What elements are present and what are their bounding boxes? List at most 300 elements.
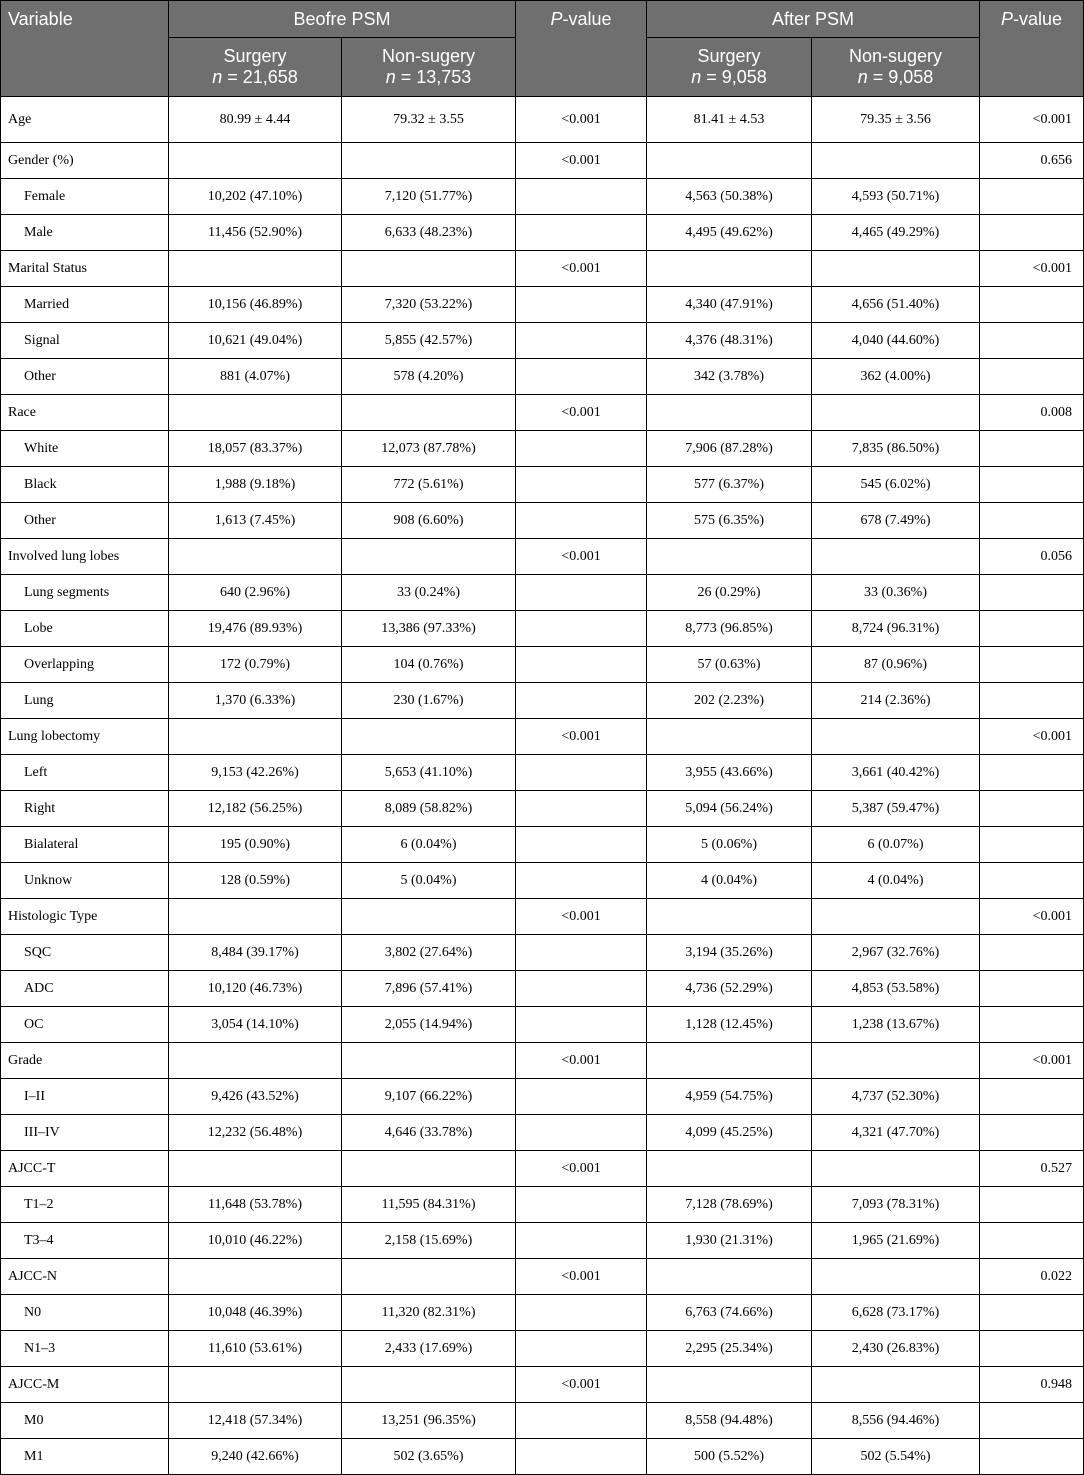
cell-before-surgery: 12,182 (56.25%) <box>169 791 342 827</box>
cell-after-non-surgery: 87 (0.96%) <box>812 647 980 683</box>
cell-p-value-before: <0.001 <box>516 719 647 755</box>
cell-p-value-before: <0.001 <box>516 539 647 575</box>
cell-p-value-after <box>980 503 1084 539</box>
cell-before-non-surgery: 578 (4.20%) <box>342 359 516 395</box>
cell-p-value-before <box>516 1403 647 1439</box>
cell-variable: Married <box>1 287 169 323</box>
cell-before-non-surgery: 79.32 ± 3.55 <box>342 97 516 143</box>
cell-variable: OC <box>1 1007 169 1043</box>
cell-variable: Unknow <box>1 863 169 899</box>
cell-p-value-after <box>980 1331 1084 1367</box>
cell-p-value-before <box>516 935 647 971</box>
cell-p-value-after <box>980 1295 1084 1331</box>
cell-after-surgery <box>647 251 812 287</box>
cell-p-value-before <box>516 1079 647 1115</box>
cell-after-surgery: 5 (0.06%) <box>647 827 812 863</box>
cell-after-non-surgery <box>812 719 980 755</box>
cell-variable: Lung segments <box>1 575 169 611</box>
cell-before-non-surgery: 11,595 (84.31%) <box>342 1187 516 1223</box>
cell-p-value-after <box>980 575 1084 611</box>
cell-p-value-after: 0.022 <box>980 1259 1084 1295</box>
cell-variable: M1 <box>1 1439 169 1475</box>
cell-before-surgery: 128 (0.59%) <box>169 863 342 899</box>
cell-after-surgery <box>647 1043 812 1079</box>
cell-after-surgery: 500 (5.52%) <box>647 1439 812 1475</box>
cell-p-value-after: <0.001 <box>980 719 1084 755</box>
cell-p-value-after <box>980 827 1084 863</box>
cell-variable: N1–3 <box>1 1331 169 1367</box>
header-non-surgery-label: Non-sugery <box>381 46 476 66</box>
cell-before-non-surgery <box>342 251 516 287</box>
cell-variable: Male <box>1 215 169 251</box>
table-header <box>1 1 1084 97</box>
cell-p-value-after: <0.001 <box>980 97 1084 143</box>
cell-before-surgery: 881 (4.07%) <box>169 359 342 395</box>
table-row <box>1 971 1084 1007</box>
cell-variable: ADC <box>1 971 169 1007</box>
cell-after-non-surgery: 79.35 ± 3.56 <box>812 97 980 143</box>
cell-before-non-surgery <box>342 1043 516 1079</box>
cell-p-value-after: 0.056 <box>980 539 1084 575</box>
cell-variable: N0 <box>1 1295 169 1331</box>
cell-after-non-surgery <box>812 143 980 179</box>
cell-after-surgery: 57 (0.63%) <box>647 647 812 683</box>
cell-p-value-after <box>980 1007 1084 1043</box>
cell-before-non-surgery <box>342 539 516 575</box>
cell-before-surgery: 10,120 (46.73%) <box>169 971 342 1007</box>
cell-p-value-before: <0.001 <box>516 1151 647 1187</box>
cell-after-non-surgery: 362 (4.00%) <box>812 359 980 395</box>
table-row <box>1 251 1084 287</box>
table-row <box>1 1295 1084 1331</box>
cell-after-non-surgery <box>812 251 980 287</box>
cell-p-value-after <box>980 359 1084 395</box>
header-before-psm <box>169 1 516 38</box>
cell-variable: T3–4 <box>1 1223 169 1259</box>
cell-before-non-surgery: 8,089 (58.82%) <box>342 791 516 827</box>
header-before-surgery <box>169 38 342 97</box>
n-before-non: 13,753 <box>416 67 472 87</box>
cell-before-non-surgery: 230 (1.67%) <box>342 683 516 719</box>
cell-after-surgery: 4,736 (52.29%) <box>647 971 812 1007</box>
cell-variable: Black <box>1 467 169 503</box>
cell-p-value-before: <0.001 <box>516 395 647 431</box>
cell-after-non-surgery: 1,238 (13.67%) <box>812 1007 980 1043</box>
n-after-surgery: 9,058 <box>721 67 767 87</box>
cell-p-value-before <box>516 287 647 323</box>
cell-after-non-surgery: 5,387 (59.47%) <box>812 791 980 827</box>
cell-p-value-before <box>516 1115 647 1151</box>
table-row <box>1 1403 1084 1439</box>
eq-sign: = <box>222 67 243 87</box>
cell-after-surgery <box>647 143 812 179</box>
cell-before-surgery: 10,202 (47.10%) <box>169 179 342 215</box>
cell-after-surgery: 26 (0.29%) <box>647 575 812 611</box>
cell-p-value-before <box>516 863 647 899</box>
cell-p-value-after: <0.001 <box>980 251 1084 287</box>
cell-after-surgery: 4,099 (45.25%) <box>647 1115 812 1151</box>
cell-before-surgery: 3,054 (14.10%) <box>169 1007 342 1043</box>
cell-before-non-surgery: 12,073 (87.78%) <box>342 431 516 467</box>
cell-before-surgery <box>169 395 342 431</box>
cell-before-non-surgery <box>342 1367 516 1403</box>
cell-before-surgery: 18,057 (83.37%) <box>169 431 342 467</box>
cell-variable: AJCC-T <box>1 1151 169 1187</box>
cell-before-non-surgery: 6,633 (48.23%) <box>342 215 516 251</box>
cell-variable: Histologic Type <box>1 899 169 935</box>
cell-after-non-surgery: 6,628 (73.17%) <box>812 1295 980 1331</box>
cell-after-surgery: 4,376 (48.31%) <box>647 323 812 359</box>
header-non-surgery-label: Non-sugery <box>848 46 943 66</box>
table-body <box>1 97 1084 1475</box>
cell-before-surgery <box>169 1367 342 1403</box>
cell-before-surgery <box>169 1259 342 1295</box>
cell-p-value-before <box>516 359 647 395</box>
cell-p-value-before <box>516 755 647 791</box>
cell-p-value-before <box>516 827 647 863</box>
cell-before-non-surgery <box>342 395 516 431</box>
eq-sign: = <box>867 67 889 87</box>
cell-before-surgery: 1,988 (9.18%) <box>169 467 342 503</box>
cell-before-surgery: 9,240 (42.66%) <box>169 1439 342 1475</box>
cell-p-value-after <box>980 215 1084 251</box>
cell-after-surgery <box>647 539 812 575</box>
cell-after-non-surgery <box>812 1259 980 1295</box>
header-after-psm <box>647 1 980 38</box>
cell-after-non-surgery <box>812 1367 980 1403</box>
cell-p-value-before <box>516 1223 647 1259</box>
cell-after-surgery <box>647 719 812 755</box>
cell-after-non-surgery: 4,321 (47.70%) <box>812 1115 980 1151</box>
table-row <box>1 1007 1084 1043</box>
cell-p-value-after: 0.948 <box>980 1367 1084 1403</box>
cell-p-value-after <box>980 611 1084 647</box>
table-row <box>1 935 1084 971</box>
n-label: n <box>212 67 223 87</box>
cell-before-surgery: 172 (0.79%) <box>169 647 342 683</box>
cell-after-non-surgery: 2,430 (26.83%) <box>812 1331 980 1367</box>
cell-after-surgery <box>647 1151 812 1187</box>
cell-before-surgery: 10,010 (46.22%) <box>169 1223 342 1259</box>
cell-p-value-before: <0.001 <box>516 1367 647 1403</box>
cell-after-non-surgery: 6 (0.07%) <box>812 827 980 863</box>
table-row <box>1 1187 1084 1223</box>
cell-p-value-before <box>516 1439 647 1475</box>
cell-p-value-before: <0.001 <box>516 899 647 935</box>
cell-after-non-surgery: 7,093 (78.31%) <box>812 1187 980 1223</box>
cell-after-non-surgery: 3,661 (40.42%) <box>812 755 980 791</box>
cell-after-non-surgery: 678 (7.49%) <box>812 503 980 539</box>
cell-variable: Involved lung lobes <box>1 539 169 575</box>
cell-variable: AJCC-N <box>1 1259 169 1295</box>
n-label: n <box>691 67 702 87</box>
cell-p-value-before <box>516 323 647 359</box>
table-row <box>1 611 1084 647</box>
cell-after-surgery: 8,773 (96.85%) <box>647 611 812 647</box>
cell-before-surgery <box>169 1043 342 1079</box>
cell-after-surgery: 577 (6.37%) <box>647 467 812 503</box>
cell-before-non-surgery: 2,055 (14.94%) <box>342 1007 516 1043</box>
table-row <box>1 179 1084 215</box>
table-row <box>1 539 1084 575</box>
cell-before-surgery: 9,426 (43.52%) <box>169 1079 342 1115</box>
cell-p-value-after <box>980 1079 1084 1115</box>
cell-p-value-after <box>980 863 1084 899</box>
cell-before-non-surgery <box>342 1151 516 1187</box>
cell-after-non-surgery: 4,853 (53.58%) <box>812 971 980 1007</box>
cell-after-surgery <box>647 1367 812 1403</box>
cell-after-non-surgery: 4,593 (50.71%) <box>812 179 980 215</box>
cell-after-surgery: 1,128 (12.45%) <box>647 1007 812 1043</box>
cell-variable: Lung <box>1 683 169 719</box>
cell-p-value-before <box>516 647 647 683</box>
cell-variable: Age <box>1 97 169 143</box>
cell-after-surgery: 2,295 (25.34%) <box>647 1331 812 1367</box>
cell-variable: Race <box>1 395 169 431</box>
cell-after-surgery: 8,558 (94.48%) <box>647 1403 812 1439</box>
n-before-surgery: 21,658 <box>242 67 298 87</box>
cell-p-value-before <box>516 611 647 647</box>
cell-p-value-after <box>980 935 1084 971</box>
table-row <box>1 1115 1084 1151</box>
header-surgery-label: Surgery <box>697 46 761 66</box>
cell-p-value-after <box>980 323 1084 359</box>
cell-p-value-before <box>516 683 647 719</box>
cell-p-value-after: 0.527 <box>980 1151 1084 1187</box>
cell-variable: Other <box>1 503 169 539</box>
cell-p-value-before <box>516 1007 647 1043</box>
cell-before-non-surgery: 7,320 (53.22%) <box>342 287 516 323</box>
cell-after-non-surgery: 8,724 (96.31%) <box>812 611 980 647</box>
table-row <box>1 683 1084 719</box>
header-after-surgery <box>647 38 812 97</box>
table-row <box>1 1331 1084 1367</box>
cell-variable: Female <box>1 179 169 215</box>
cell-after-surgery: 4,959 (54.75%) <box>647 1079 812 1115</box>
cell-before-non-surgery: 502 (3.65%) <box>342 1439 516 1475</box>
cell-before-surgery: 80.99 ± 4.44 <box>169 97 342 143</box>
table-row <box>1 143 1084 179</box>
cell-p-value-before <box>516 971 647 1007</box>
n-after-non: 9,058 <box>888 67 934 87</box>
cell-p-value-before <box>516 215 647 251</box>
table-row <box>1 97 1084 143</box>
header-p-value-before <box>516 1 647 97</box>
cell-after-surgery: 575 (6.35%) <box>647 503 812 539</box>
cell-before-non-surgery <box>342 1259 516 1295</box>
cell-after-non-surgery: 33 (0.36%) <box>812 575 980 611</box>
header-before-label: Beofre PSM <box>293 8 391 29</box>
cell-p-value-after <box>980 179 1084 215</box>
table-row <box>1 863 1084 899</box>
cell-after-non-surgery: 8,556 (94.46%) <box>812 1403 980 1439</box>
p-rest: -value <box>1013 9 1063 29</box>
table-row <box>1 1439 1084 1475</box>
cell-before-surgery: 195 (0.90%) <box>169 827 342 863</box>
cell-p-value-before <box>516 791 647 827</box>
table-row <box>1 431 1084 467</box>
cell-after-surgery: 3,194 (35.26%) <box>647 935 812 971</box>
cell-p-value-after <box>980 1439 1084 1475</box>
cell-after-surgery: 202 (2.23%) <box>647 683 812 719</box>
cell-p-value-after: 0.008 <box>980 395 1084 431</box>
cell-before-surgery: 9,153 (42.26%) <box>169 755 342 791</box>
cell-p-value-before: <0.001 <box>516 1259 647 1295</box>
p-italic: P <box>1000 9 1013 29</box>
cell-before-surgery: 12,418 (57.34%) <box>169 1403 342 1439</box>
cell-after-surgery: 5,094 (56.24%) <box>647 791 812 827</box>
cell-after-non-surgery: 4,040 (44.60%) <box>812 323 980 359</box>
cell-after-surgery: 4,340 (47.91%) <box>647 287 812 323</box>
cell-p-value-after <box>980 1115 1084 1151</box>
cell-after-non-surgery: 502 (5.54%) <box>812 1439 980 1475</box>
cell-variable: Overlapping <box>1 647 169 683</box>
cell-before-non-surgery: 6 (0.04%) <box>342 827 516 863</box>
cell-variable: I–II <box>1 1079 169 1115</box>
cell-before-non-surgery <box>342 143 516 179</box>
cell-before-non-surgery: 5,653 (41.10%) <box>342 755 516 791</box>
cell-before-non-surgery: 5 (0.04%) <box>342 863 516 899</box>
cell-p-value-before <box>516 1331 647 1367</box>
cell-variable: Left <box>1 755 169 791</box>
cell-p-value-after <box>980 755 1084 791</box>
cell-p-value-before: <0.001 <box>516 251 647 287</box>
header-after-non-surgery <box>812 38 980 97</box>
cell-before-surgery: 640 (2.96%) <box>169 575 342 611</box>
cell-before-non-surgery: 9,107 (66.22%) <box>342 1079 516 1115</box>
cell-after-surgery: 7,906 (87.28%) <box>647 431 812 467</box>
cell-after-non-surgery: 4,465 (49.29%) <box>812 215 980 251</box>
p-italic: P <box>550 9 563 29</box>
cell-p-value-before <box>516 431 647 467</box>
cell-p-value-after <box>980 1187 1084 1223</box>
cell-after-surgery: 7,128 (78.69%) <box>647 1187 812 1223</box>
cell-after-non-surgery: 7,835 (86.50%) <box>812 431 980 467</box>
cell-p-value-before <box>516 1187 647 1223</box>
cell-before-surgery <box>169 251 342 287</box>
cell-variable: Signal <box>1 323 169 359</box>
cell-after-non-surgery <box>812 395 980 431</box>
cell-after-non-surgery <box>812 539 980 575</box>
n-label: n <box>857 67 868 87</box>
eq-sign: = <box>395 67 417 87</box>
cell-before-surgery <box>169 143 342 179</box>
cell-before-surgery: 1,370 (6.33%) <box>169 683 342 719</box>
cell-p-value-before <box>516 503 647 539</box>
cell-variable: Lung lobectomy <box>1 719 169 755</box>
cell-before-surgery <box>169 899 342 935</box>
cell-before-non-surgery: 7,120 (51.77%) <box>342 179 516 215</box>
cell-before-surgery: 10,156 (46.89%) <box>169 287 342 323</box>
table-row <box>1 1367 1084 1403</box>
cell-after-surgery: 4,563 (50.38%) <box>647 179 812 215</box>
cell-variable: Other <box>1 359 169 395</box>
cell-after-surgery <box>647 899 812 935</box>
cell-p-value-before: <0.001 <box>516 1043 647 1079</box>
cell-before-non-surgery <box>342 719 516 755</box>
cell-before-surgery <box>169 539 342 575</box>
cell-before-surgery: 11,610 (53.61%) <box>169 1331 342 1367</box>
eq-sign: = <box>701 67 722 87</box>
cell-before-surgery <box>169 1151 342 1187</box>
cell-after-surgery: 4,495 (49.62%) <box>647 215 812 251</box>
cell-p-value-after: 0.656 <box>980 143 1084 179</box>
cell-before-non-surgery: 13,251 (96.35%) <box>342 1403 516 1439</box>
cell-p-value-after <box>980 1223 1084 1259</box>
table-row <box>1 755 1084 791</box>
cell-after-non-surgery <box>812 1151 980 1187</box>
cell-p-value-after <box>980 287 1084 323</box>
header-variable-label: Variable <box>8 9 73 29</box>
cell-p-value-before: <0.001 <box>516 97 647 143</box>
cell-after-non-surgery: 4,737 (52.30%) <box>812 1079 980 1115</box>
header-after-label: After PSM <box>772 8 855 29</box>
cell-after-non-surgery: 214 (2.36%) <box>812 683 980 719</box>
table-row <box>1 1043 1084 1079</box>
table-row <box>1 1223 1084 1259</box>
table-row <box>1 827 1084 863</box>
cell-before-non-surgery: 13,386 (97.33%) <box>342 611 516 647</box>
n-label: n <box>385 67 396 87</box>
cell-p-value-after <box>980 971 1084 1007</box>
cell-variable: SQC <box>1 935 169 971</box>
header-before-non-surgery <box>342 38 516 97</box>
table-row <box>1 1079 1084 1115</box>
table-row <box>1 287 1084 323</box>
table-row <box>1 323 1084 359</box>
cell-before-non-surgery: 2,158 (15.69%) <box>342 1223 516 1259</box>
cell-variable: III–IV <box>1 1115 169 1151</box>
table-row <box>1 467 1084 503</box>
cell-after-non-surgery: 4,656 (51.40%) <box>812 287 980 323</box>
cell-before-surgery: 11,648 (53.78%) <box>169 1187 342 1223</box>
cell-before-non-surgery: 772 (5.61%) <box>342 467 516 503</box>
cell-after-surgery: 6,763 (74.66%) <box>647 1295 812 1331</box>
cell-after-surgery: 3,955 (43.66%) <box>647 755 812 791</box>
cell-p-value-after <box>980 683 1084 719</box>
cell-variable: T1–2 <box>1 1187 169 1223</box>
cell-variable: Grade <box>1 1043 169 1079</box>
cell-p-value-after <box>980 431 1084 467</box>
cell-after-non-surgery <box>812 1043 980 1079</box>
table-row <box>1 575 1084 611</box>
header-surgery-label: Surgery <box>223 46 287 66</box>
cell-variable: White <box>1 431 169 467</box>
cell-before-surgery: 19,476 (89.93%) <box>169 611 342 647</box>
cell-variable: AJCC-M <box>1 1367 169 1403</box>
table-row <box>1 503 1084 539</box>
table-row <box>1 1259 1084 1295</box>
cell-after-non-surgery: 4 (0.04%) <box>812 863 980 899</box>
cell-before-surgery: 10,621 (49.04%) <box>169 323 342 359</box>
header-p-value-after <box>980 1 1084 97</box>
cell-before-non-surgery: 908 (6.60%) <box>342 503 516 539</box>
cell-after-non-surgery: 2,967 (32.76%) <box>812 935 980 971</box>
cell-p-value-after <box>980 467 1084 503</box>
cell-before-surgery: 12,232 (56.48%) <box>169 1115 342 1151</box>
cell-before-surgery: 8,484 (39.17%) <box>169 935 342 971</box>
table-row <box>1 719 1084 755</box>
cell-p-value-before <box>516 467 647 503</box>
header-variable <box>1 1 169 97</box>
cell-before-non-surgery <box>342 899 516 935</box>
cell-after-surgery: 1,930 (21.31%) <box>647 1223 812 1259</box>
cell-before-non-surgery: 4,646 (33.78%) <box>342 1115 516 1151</box>
table-row <box>1 899 1084 935</box>
cell-before-non-surgery: 3,802 (27.64%) <box>342 935 516 971</box>
cell-after-surgery <box>647 1259 812 1295</box>
cell-before-surgery: 1,613 (7.45%) <box>169 503 342 539</box>
